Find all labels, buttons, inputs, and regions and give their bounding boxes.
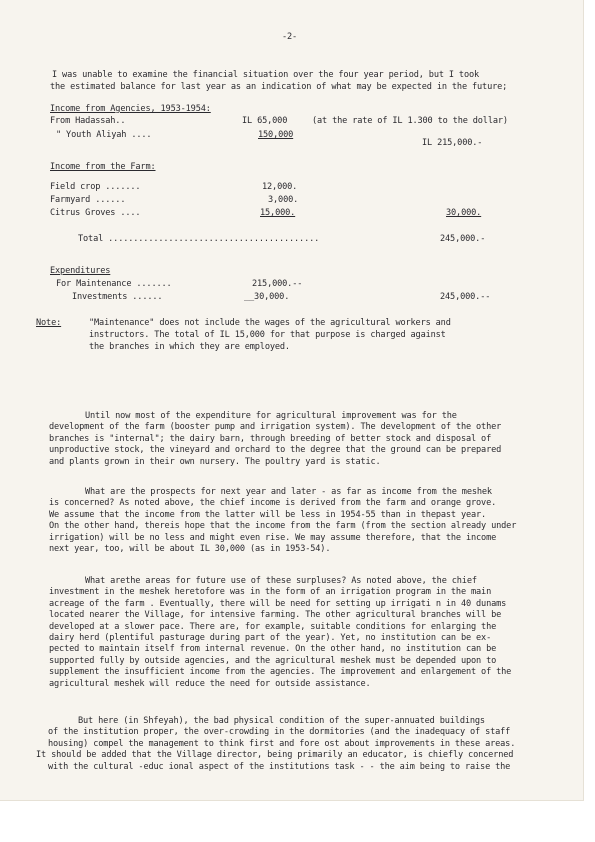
paragraph-line: pected to maintain itself from internal revenue. On the other hand, no institution can be bbox=[49, 644, 497, 655]
paragraph bbox=[49, 411, 549, 468]
expenditure-label: For Maintenance ....... bbox=[56, 279, 172, 289]
youth-aliyah-amount: 150,000 bbox=[258, 130, 294, 140]
paragraph-line: But here (in Shfeyah), the bad physical condition of the super-annuated buildings bbox=[78, 716, 485, 726]
farm-item-label: Field crop ....... bbox=[50, 182, 141, 192]
paragraph bbox=[49, 487, 549, 555]
note-line: instructors. The total of IL 15,000 for that purpose is charged against bbox=[89, 330, 446, 340]
expenditure-label: Investments ...... bbox=[72, 292, 163, 302]
note-label: Note: bbox=[36, 318, 62, 328]
paragraph-line: branches is "internal"; the dairy barn, through breeding of better stock and disposal of bbox=[49, 433, 492, 444]
paragraph-line: What arethe areas for future use of these surpluses? As noted above, the chief bbox=[85, 576, 477, 586]
intro-line-1: I was unable to examine the financial situation over the four year period, but I took bbox=[52, 70, 480, 80]
farm-item-label: Farmyard ...... bbox=[50, 195, 126, 205]
agencies-total: IL 215,000.- bbox=[422, 138, 483, 148]
agencies-heading: Income from Agencies, 1953-1954: bbox=[50, 104, 211, 114]
paragraph-line: is concerned? As noted above, the chief income is derived from the farm and orange grove. bbox=[49, 498, 497, 509]
hadassah-amount: IL 65,000 bbox=[242, 116, 288, 126]
paragraph-line: located nearer the Village, for intensive farming. The other agricultural branches will be bbox=[49, 610, 502, 621]
paragraph-line: and plants grown in their own nursery. The poultry yard is static. bbox=[49, 456, 381, 467]
paragraph-line: housing) compel the management to think first and fore ost about improvements in these areas. bbox=[48, 738, 516, 749]
youth-aliyah-label: " Youth Aliyah .... bbox=[56, 130, 152, 140]
paragraph-line: acreage of the farm . Eventually, there will be need for setting up irrigati n in 40 dunams bbox=[49, 598, 507, 609]
farm-item-amount: 3,000. bbox=[268, 195, 299, 205]
paragraph-line: developed at a slower pace. There are, for example, suitable conditions for enlarging the bbox=[49, 621, 497, 632]
paragraph-line: supported fully by outside agencies, and the agricultural meshek must be depended upon to bbox=[49, 655, 497, 666]
paragraph-line: supplement the insufficient income from the agencies. The improvement and enlargement of the bbox=[49, 667, 512, 678]
paragraph-line: We assume that the income from the latter will be less in 1954-55 than in thepast year. bbox=[49, 509, 487, 520]
paragraph-line: dairy herd (plentiful pasturage during part of the year). Yet, no institution can be ex- bbox=[49, 633, 492, 644]
total-label: Total .......................................... bbox=[78, 234, 320, 244]
paragraph-line: What are the prospects for next year and later - as far as income from the meshek bbox=[85, 487, 492, 497]
exchange-rate-note: (at the rate of IL 1.300 to the dollar) bbox=[312, 116, 508, 126]
paragraph-line: development of the farm (booster pump and irrigation system). The development of the other bbox=[49, 422, 502, 433]
note-line: "Maintenance" does not include the wages of the agricultural workers and bbox=[89, 318, 451, 328]
paragraph bbox=[49, 576, 549, 690]
farm-item-amount: 15,000. bbox=[260, 208, 296, 218]
total-amount: 245,000.- bbox=[440, 234, 486, 244]
paragraph-line: next year, too, will be about IL 30,000 (as in 1953-54). bbox=[49, 544, 331, 555]
paragraph-line: agricultural meshek will reduce the need for outside assistance. bbox=[49, 678, 371, 689]
paragraph-line: of the institution proper, the over-crowding in the dormitories (and the inadequacy of staff bbox=[48, 727, 511, 738]
page-number: -2- bbox=[282, 32, 298, 42]
paragraph-line: On the other hand, thereis hope that the income from the farm (from the section already under bbox=[49, 521, 517, 532]
paragraph-line: Until now most of the expenditure for agricultural improvement was for the bbox=[85, 411, 457, 421]
farm-item-label: Citrus Groves .... bbox=[50, 208, 141, 218]
paragraph-line: It should be added that the Village director, being primarily an educator, is chiefly concerned bbox=[36, 750, 514, 761]
farm-item-amount: 12,000. bbox=[262, 182, 298, 192]
paragraph-line: with the cultural -educ ional aspect of the institutions task - - the aim being to raise the bbox=[48, 761, 511, 772]
expenditures-heading: Expenditures bbox=[50, 266, 111, 276]
intro-line-2: the estimated balance for last year as an indication of what may be expected in the future; bbox=[50, 82, 508, 92]
paragraph-line: investment in the meshek heretofore was in the form of an irrigation program in the main bbox=[49, 587, 492, 598]
note-line: the branches in which they are employed. bbox=[89, 342, 290, 352]
expenditures-total: 245,000.-- bbox=[440, 292, 491, 302]
farm-heading: Income from the Farm: bbox=[50, 162, 156, 172]
expenditure-amount: __30,000. bbox=[244, 292, 290, 302]
farm-subtotal: 30,000. bbox=[446, 208, 482, 218]
paragraph-line: unproductive stock, the vineyard and orchard to the degree that the ground can be prepared bbox=[49, 445, 502, 456]
paragraph-line: irrigation) will be no less and might even rise. We may assume therefore, that the income bbox=[49, 532, 497, 543]
paragraph bbox=[36, 716, 562, 773]
hadassah-label: From Hadassah.. bbox=[50, 116, 126, 126]
expenditure-amount: 215,000.-- bbox=[252, 279, 303, 289]
